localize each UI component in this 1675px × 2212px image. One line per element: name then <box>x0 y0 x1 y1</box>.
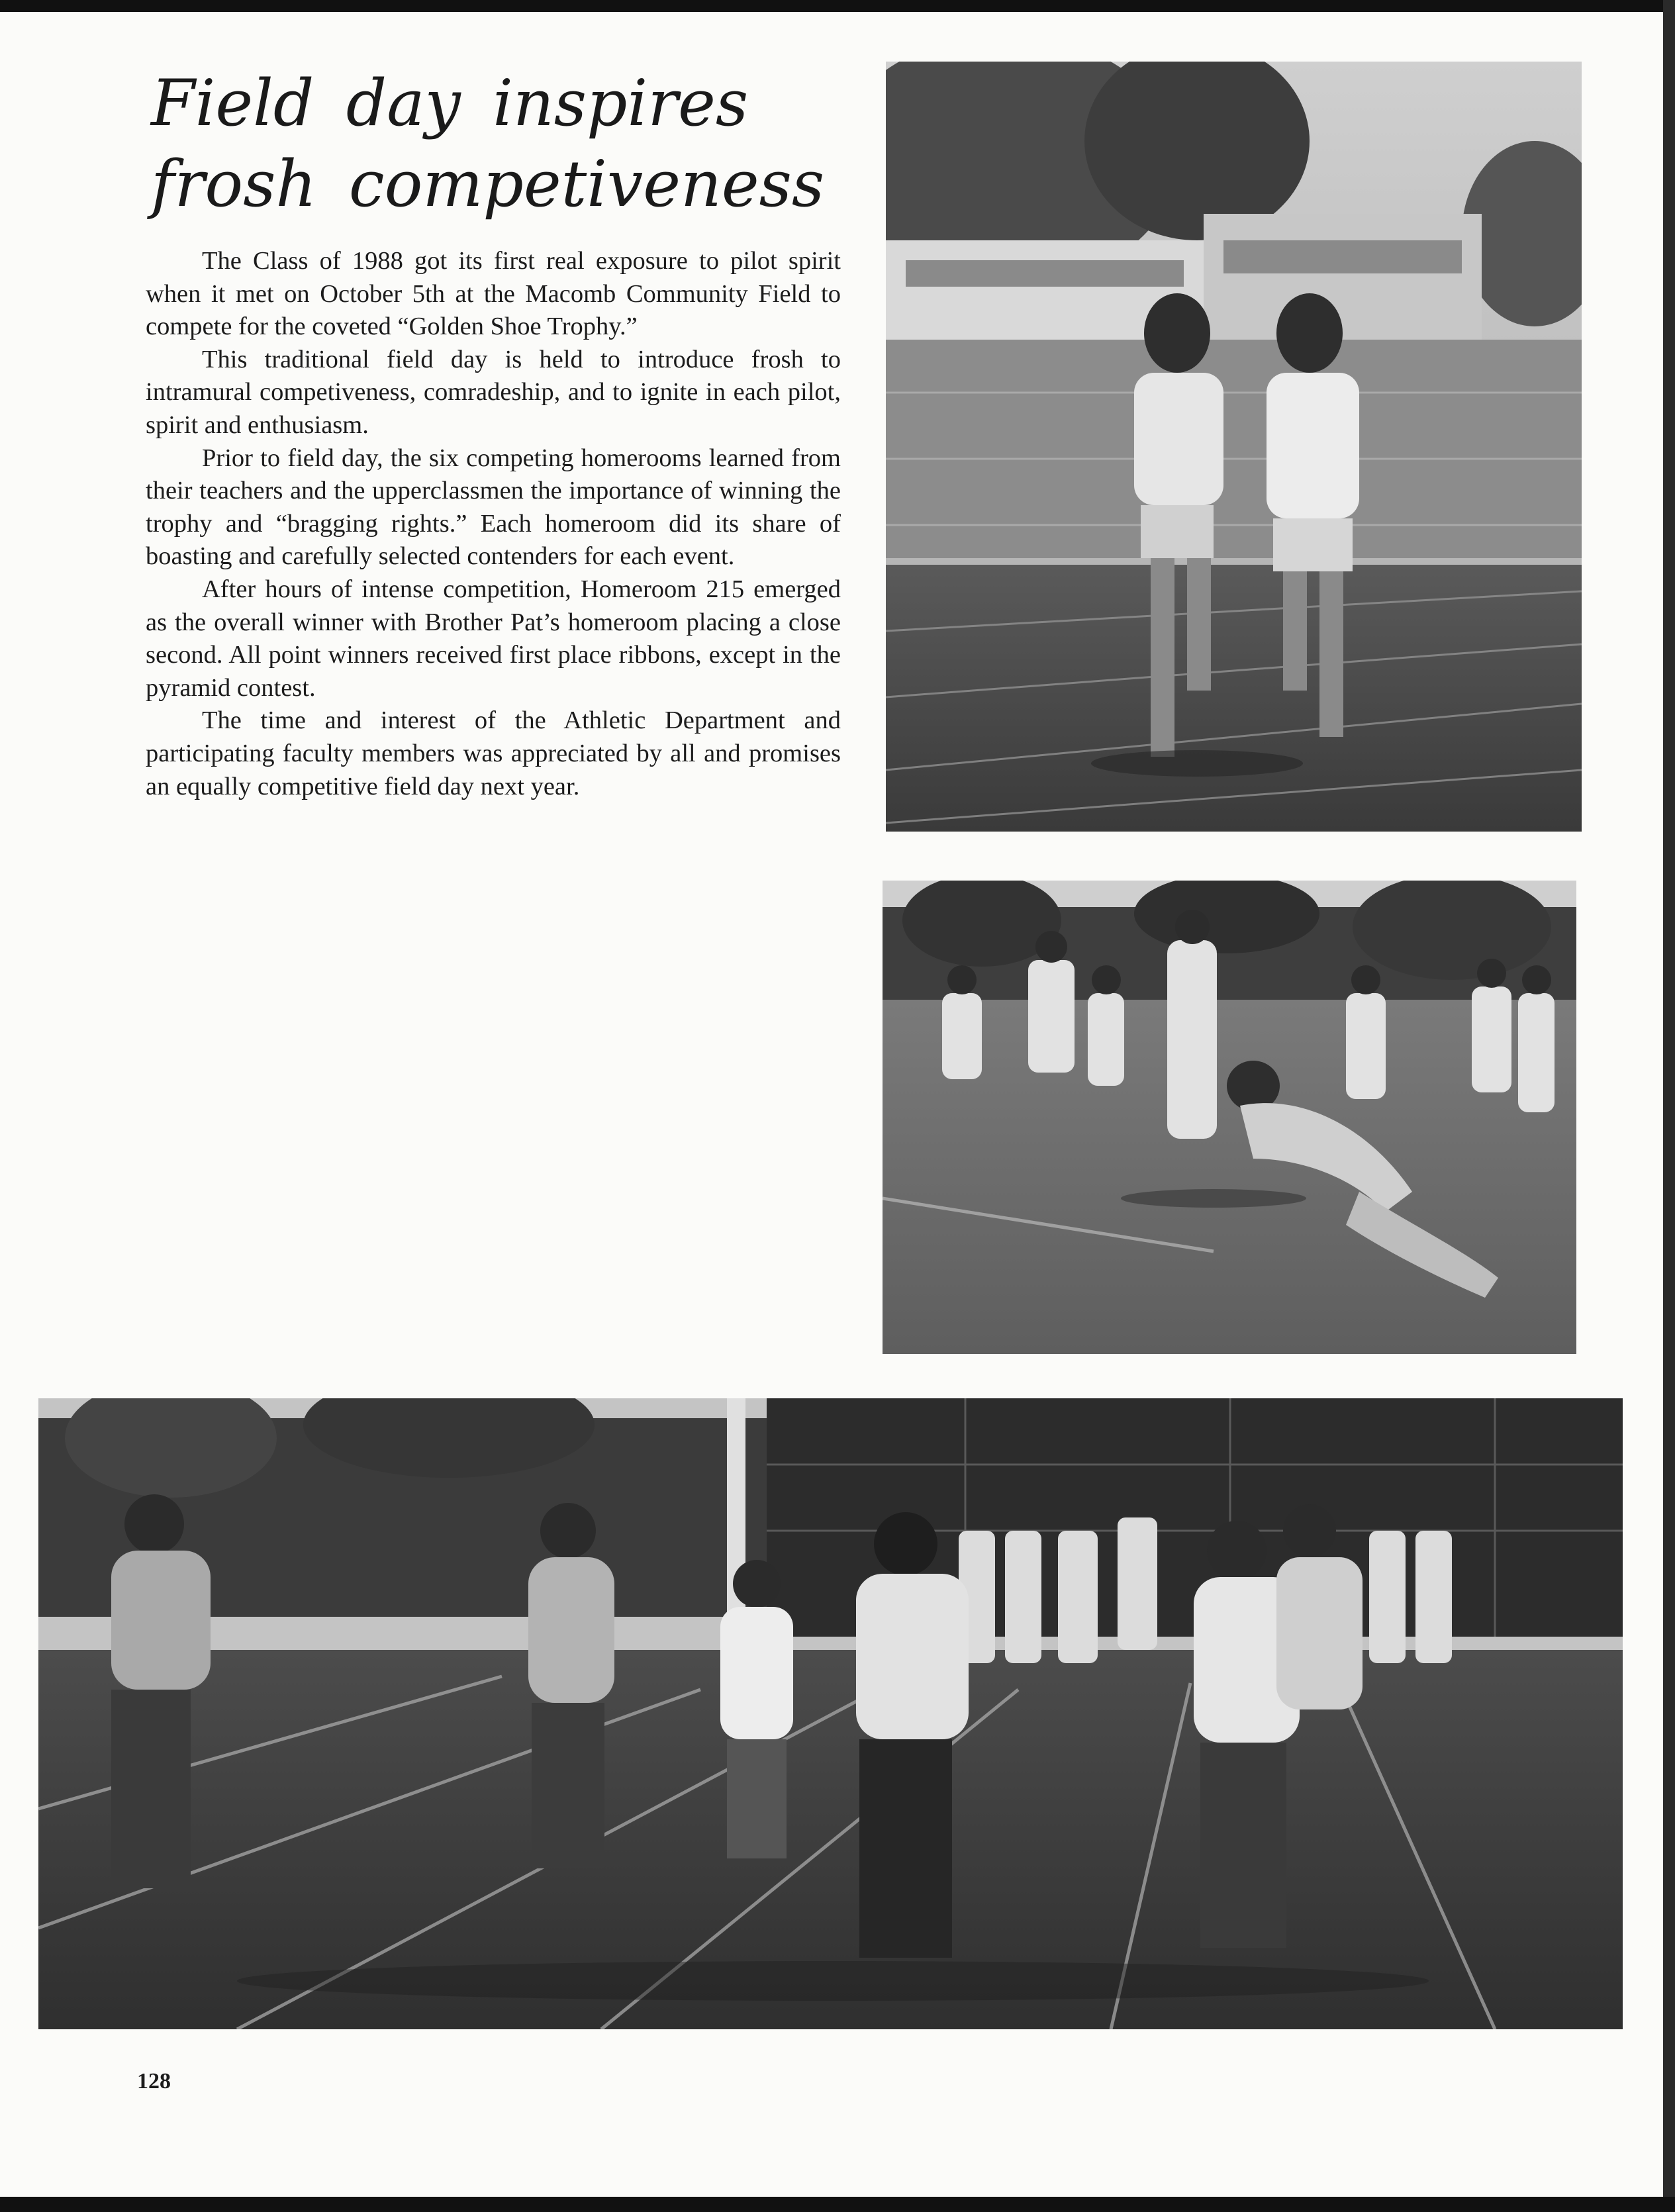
article-paragraph: The Class of 1988 got its first real exposure to pilot spirit when it met on October 5th at the Macomb Community Field to compete for the coveted “Golden Shoe Trophy.” <box>146 247 841 341</box>
photo-field-event-image <box>883 881 1576 1354</box>
photo-two-runners <box>886 62 1582 832</box>
article-paragraph: After hours of intense competition, Homeroom 215 emerged as the overall winner with Brother Pat’s homeroom placing a close second. All point winners received first place ribbons, except in the pyramid contest. <box>146 575 841 702</box>
photo-sprint-race-image <box>38 1398 1623 2029</box>
article-paragraph: Prior to field day, the six competing homerooms learned from their teachers and the upperclassmen the importance of winning the trophy and “bragging rights.” Each homeroom did its share of boasting and carefully selected contenders for each event. <box>146 444 841 571</box>
article-paragraph: The time and interest of the Athletic Department and participating faculty members was appreciated by all and promises an equally competitive field day next year. <box>146 706 841 800</box>
photo-field-event <box>883 881 1576 1354</box>
scan-edge-bottom <box>0 2197 1675 2212</box>
photo-sprint-race <box>38 1398 1623 2029</box>
page-number: 128 <box>137 2069 171 2093</box>
headline: Field day inspires frosh competiveness <box>151 66 825 221</box>
article-body <box>146 245 841 803</box>
article-paragraph: This traditional field day is held to introduce frosh to intramural competiveness, comradeship, and to ignite in each pilot, spirit and enthusiasm. <box>146 345 841 439</box>
photo-two-runners-image <box>886 62 1582 832</box>
scan-edge-top <box>0 0 1675 12</box>
scan-edge-right <box>1663 0 1675 2212</box>
